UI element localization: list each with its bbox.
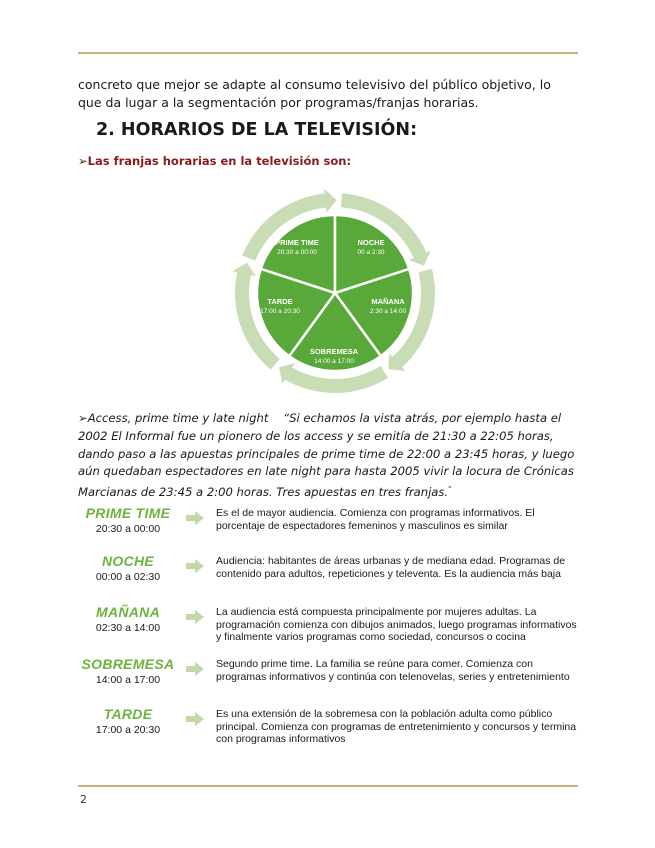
right-arrow-icon	[186, 559, 204, 573]
wheel-label-prime-time: PRIME TIME	[275, 238, 319, 247]
slot-time: 17:00 a 20:30	[95, 724, 161, 736]
section-title: 2. HORARIOS DE LA TELEVISIÓN:	[96, 120, 418, 140]
quote-text: “Si echamos la vista atrás, por ejemplo hasta el 2002 El Informal fue un pionero de los access y se emitía de 21:30 a 22:05 horas, dando paso a las apuestas principales de prime time de 22:00 a 23:45 horas, y luego aún quedaban espectadores en late night para hasta 2005 vivir la locura de Crónicas Marcianas de 23:45 a 2:00 horas. Tres apuestas en tres franjas.	[78, 411, 575, 500]
slot-time: 02:30 a 14:00	[95, 622, 161, 634]
wheel-label-noche: NOCHE	[357, 238, 385, 247]
slot-name: PRIME TIME	[85, 505, 171, 521]
slot-name: NOCHE	[101, 553, 155, 569]
quote-paragraph	[78, 410, 578, 502]
slot-description: Audiencia: habitantes de áreas urbanas y de mediana edad. Programas de contenido para adultos, repeticiones y televenta. Es la audiencia más baja	[216, 555, 566, 580]
right-arrow-icon	[186, 662, 204, 676]
slot-name: TARDE	[103, 706, 153, 722]
slot-description: Es el de mayor audiencia. Comienza con programas informativos. El porcentaje de espectadores femeninos y masculinos es similar	[216, 507, 535, 532]
wheel-label-tarde: TARDE	[267, 297, 293, 306]
slot-description: Es una extensión de la sobremesa con la población adulta como público principal. Comienza con programas de entretenimiento y concursos y termina con programas informativos	[216, 708, 577, 745]
slot-time: 20:30 a 00:00	[95, 523, 161, 535]
wheel-label-manana: MAÑANA	[371, 297, 405, 306]
page-number: 2	[80, 793, 87, 806]
wheel-time-prime-time: 20:30 a 00:00	[277, 249, 317, 256]
wheel-time-noche: 00 a 2:30	[357, 249, 385, 256]
bullet-arrow-icon: ➢	[78, 411, 88, 425]
slot-name: MAÑANA	[95, 604, 160, 620]
header-rule	[78, 52, 578, 54]
bullet-arrow-icon: ➢	[78, 154, 88, 168]
subhead	[78, 154, 351, 168]
wheel-time-tarde: 17:00 a 20:30	[260, 308, 300, 315]
slot-name: SOBREMESA	[81, 656, 175, 672]
wheel-label-sobremesa: SOBREMESA	[309, 347, 359, 356]
right-arrow-icon	[186, 511, 204, 525]
footer-rule	[78, 785, 578, 787]
slot-description: La audiencia está compuesta principalmente por mujeres adultas. La programación comienza con dibujos animados, luego programas informativos y finalmente varios programas como sociedad, concursos o cocina	[216, 606, 577, 643]
wheel-time-sobremesa: 14:00 a 17:00	[314, 358, 354, 365]
intro-paragraph: concreto que mejor se adapte al consumo televisivo del público objetivo, lo que da lugar a la segmentación por programas/franjas horarias.	[78, 77, 551, 110]
footnote-mark: "	[448, 485, 452, 494]
slot-description: Segundo prime time. La familia se reúne para comer. Comienza con programas informativos y continúa con telenovelas, series y entretenimiento	[216, 658, 570, 683]
slot-time: 00:00 a 02:30	[95, 571, 161, 583]
wheel-time-manana: 2:30 a 14:00	[369, 308, 407, 315]
right-arrow-icon	[186, 712, 204, 726]
slot-time: 14:00 a 17:00	[95, 674, 161, 686]
quote-lead: Access, prime time y late night	[87, 411, 269, 425]
right-arrow-icon	[186, 610, 204, 624]
subhead-text: Las franjas horarias en la televisión son:	[87, 154, 352, 168]
time-slot-wheel	[228, 186, 442, 400]
